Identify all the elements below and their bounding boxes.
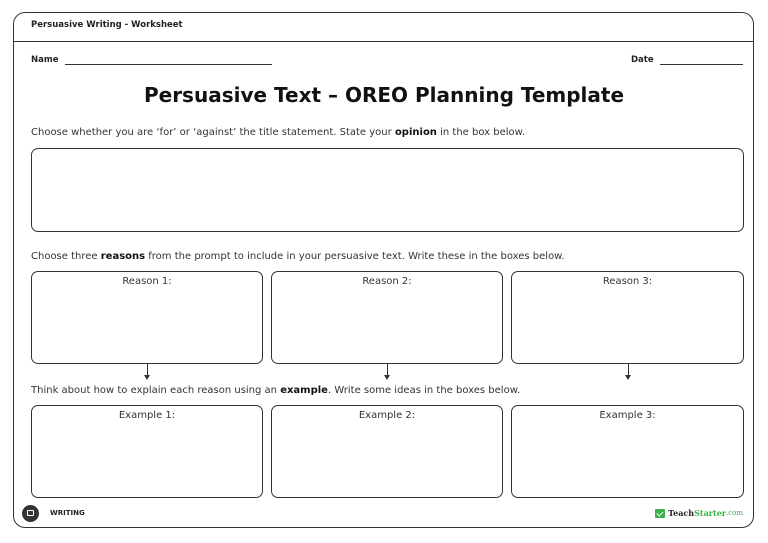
- example-label-3: Example 3:: [599, 410, 656, 421]
- reasons-instruction: Choose three reasons from the prompt to include in your persuasive text. Write these in the boxes below.: [31, 251, 565, 262]
- reason-box-2[interactable]: [271, 271, 503, 364]
- reason-box-1[interactable]: [31, 271, 263, 364]
- examples-instruction: Think about how to explain each reason using an example. Write some ideas in the boxes below.: [31, 385, 521, 396]
- arrow-head-1: [144, 375, 150, 380]
- reason-label-1: Reason 1:: [122, 276, 172, 287]
- header-bar: [13, 12, 754, 42]
- header-title: Persuasive Writing - Worksheet: [31, 20, 183, 30]
- date-label: Date: [631, 55, 654, 65]
- arrow-head-3: [625, 375, 631, 380]
- reason-label-2: Reason 2:: [362, 276, 412, 287]
- writing-category-icon: [22, 505, 39, 522]
- name-field[interactable]: [65, 64, 272, 65]
- example-label-2: Example 2:: [358, 410, 416, 421]
- date-field[interactable]: [660, 64, 743, 65]
- example-box-3[interactable]: [511, 405, 744, 498]
- name-label: Name: [31, 55, 59, 65]
- checkmark-icon: [655, 509, 665, 518]
- arrow-head-2: [384, 375, 390, 380]
- reason-box-3[interactable]: [511, 271, 744, 364]
- opinion-instruction: Choose whether you are ‘for’ or ‘against’ the title statement. State your opinion in the box below.: [31, 127, 526, 138]
- reason-label-3: Reason 3:: [602, 276, 653, 287]
- teachstarter-logo: Teach Starter .com: [655, 508, 743, 518]
- page-title: Persuasive Text – OREO Planning Template: [143, 83, 625, 107]
- footer-category: WRITING: [50, 509, 85, 517]
- example-box-2[interactable]: [271, 405, 503, 498]
- example-box-1[interactable]: [31, 405, 263, 498]
- example-label-1: Example 1:: [118, 410, 176, 421]
- opinion-box[interactable]: [31, 148, 744, 232]
